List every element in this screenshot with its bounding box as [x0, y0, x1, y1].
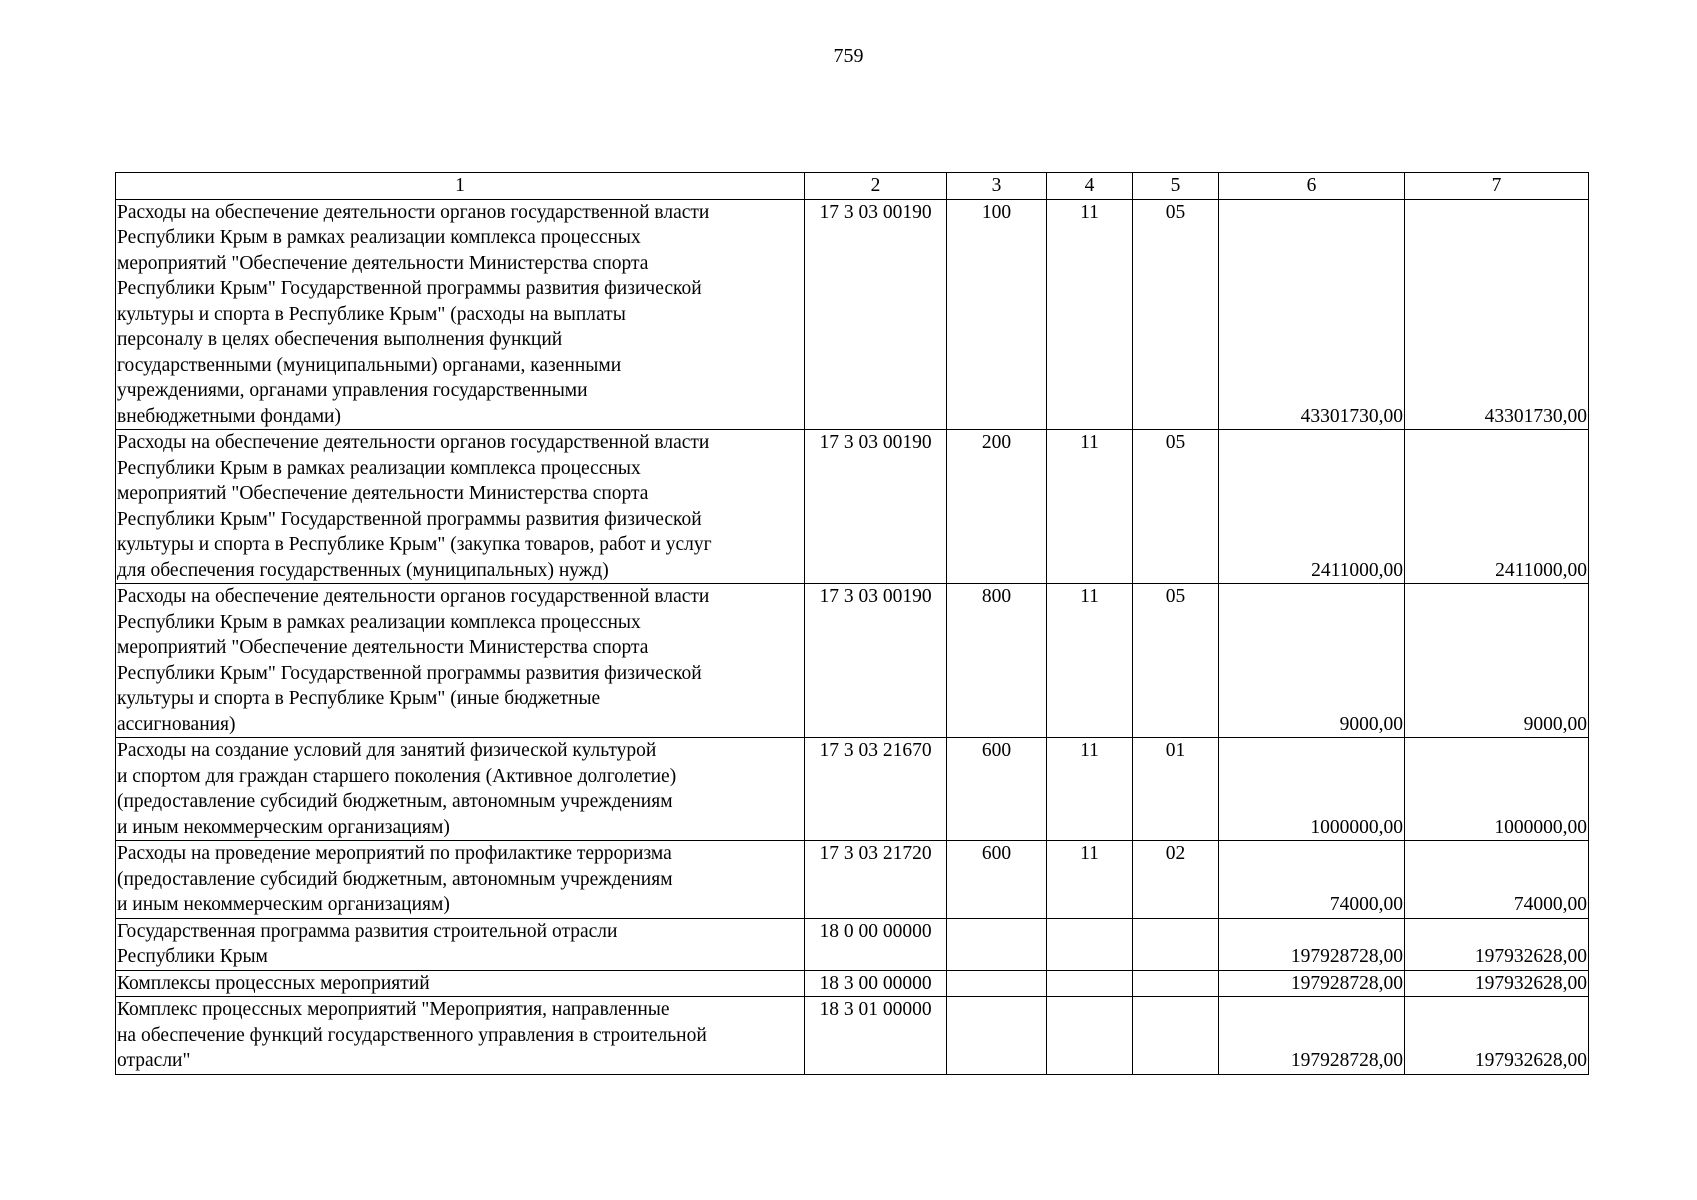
table-row — [116, 918, 1589, 970]
row-section: 11 — [1047, 199, 1133, 430]
header-cell-7: 7 — [1405, 173, 1589, 200]
row-subsection: 05 — [1133, 584, 1219, 738]
row-section — [1047, 918, 1133, 970]
row-name: Государственная программа развития строительной отрасли Республики Крым — [116, 918, 805, 970]
row-name: Расходы на обеспечение деятельности органов государственной власти Республики Крым в рамках реализации комплекса процессных мероприятий "Обеспечение деятельности Министерства спорта Республики Крым" Государственной программы развития физической культуры и спорта в Республике Крым" (закупка товаров, работ и услуг для обеспечения государственных (муниципальных) нужд) — [116, 430, 805, 584]
table-header-row — [116, 173, 1589, 200]
row-amount-2: 9000,00 — [1405, 584, 1589, 738]
header-cell-4: 4 — [1047, 173, 1133, 200]
table-row — [116, 841, 1589, 919]
row-code: 18 0 00 00000 — [805, 918, 947, 970]
header-cell-5: 5 — [1133, 173, 1219, 200]
row-amount-1: 197928728,00 — [1219, 997, 1405, 1075]
header-cell-1: 1 — [116, 173, 805, 200]
row-subsection: 05 — [1133, 199, 1219, 430]
row-code: 17 3 03 21720 — [805, 841, 947, 919]
row-amount-2: 197932628,00 — [1405, 997, 1589, 1075]
row-amount-2: 43301730,00 — [1405, 199, 1589, 430]
row-type: 100 — [947, 199, 1047, 430]
row-name: Расходы на проведение мероприятий по профилактике терроризма (предоставление субсидий бюджетным, автономным учреждениям и иным некоммерческим организациям) — [116, 841, 805, 919]
row-name: Расходы на обеспечение деятельности органов государственной власти Республики Крым в рамках реализации комплекса процессных мероприятий "Обеспечение деятельности Министерства спорта Республики Крым" Государственной программы развития физической культуры и спорта в Республике Крым" (расходы на выплаты персоналу в целях обеспечения выполнения функций государственными (муниципальными) органами, казенными учреждениями, органами управления государственными внебюджетными фондами) — [116, 199, 805, 430]
row-name: Расходы на создание условий для занятий физической культурой и спортом для граждан старшего поколения (Активное долголетие) (предоставление субсидий бюджетным, автономным учреждениям и иным некоммерческим организациям) — [116, 738, 805, 841]
row-amount-1: 197928728,00 — [1219, 918, 1405, 970]
row-section: 11 — [1047, 430, 1133, 584]
row-type: 600 — [947, 738, 1047, 841]
row-section: 11 — [1047, 738, 1133, 841]
row-amount-2: 2411000,00 — [1405, 430, 1589, 584]
header-cell-6: 6 — [1219, 173, 1405, 200]
row-subsection — [1133, 918, 1219, 970]
row-code: 18 3 01 00000 — [805, 997, 947, 1075]
row-amount-1: 1000000,00 — [1219, 738, 1405, 841]
row-section: 11 — [1047, 584, 1133, 738]
row-subsection — [1133, 997, 1219, 1075]
row-code: 17 3 03 00190 — [805, 584, 947, 738]
row-subsection: 02 — [1133, 841, 1219, 919]
row-section — [1047, 970, 1133, 997]
row-type: 800 — [947, 584, 1047, 738]
row-subsection — [1133, 970, 1219, 997]
page-number: 759 — [833, 45, 864, 67]
row-amount-2: 74000,00 — [1405, 841, 1589, 919]
table-row — [116, 584, 1589, 738]
row-section — [1047, 997, 1133, 1075]
row-subsection: 01 — [1133, 738, 1219, 841]
row-amount-1: 197928728,00 — [1219, 970, 1405, 997]
row-amount-1: 9000,00 — [1219, 584, 1405, 738]
row-type — [947, 997, 1047, 1075]
row-name: Расходы на обеспечение деятельности органов государственной власти Республики Крым в рамках реализации комплекса процессных мероприятий "Обеспечение деятельности Министерства спорта Республики Крым" Государственной программы развития физической культуры и спорта в Республике Крым" (иные бюджетные ассигнования) — [116, 584, 805, 738]
row-name: Комплекс процессных мероприятий "Мероприятия, направленные на обеспечение функций государственного управления в строительной отрасли" — [116, 997, 805, 1075]
row-type — [947, 970, 1047, 997]
row-type — [947, 918, 1047, 970]
row-amount-1: 2411000,00 — [1219, 430, 1405, 584]
row-code: 18 3 00 00000 — [805, 970, 947, 997]
table-row — [116, 970, 1589, 997]
row-type: 600 — [947, 841, 1047, 919]
row-subsection: 05 — [1133, 430, 1219, 584]
table-row — [116, 997, 1589, 1075]
header-cell-3: 3 — [947, 173, 1047, 200]
row-amount-1: 43301730,00 — [1219, 199, 1405, 430]
row-amount-2: 197932628,00 — [1405, 970, 1589, 997]
row-name: Комплексы процессных мероприятий — [116, 970, 805, 997]
row-amount-2: 197932628,00 — [1405, 918, 1589, 970]
row-section: 11 — [1047, 841, 1133, 919]
row-amount-1: 74000,00 — [1219, 841, 1405, 919]
header-cell-2: 2 — [805, 173, 947, 200]
table-row — [116, 430, 1589, 584]
row-type: 200 — [947, 430, 1047, 584]
row-code: 17 3 03 00190 — [805, 430, 947, 584]
row-code: 17 3 03 21670 — [805, 738, 947, 841]
table-row — [116, 199, 1589, 430]
budget-table — [115, 172, 1589, 1075]
row-code: 17 3 03 00190 — [805, 199, 947, 430]
row-amount-2: 1000000,00 — [1405, 738, 1589, 841]
table-row — [116, 738, 1589, 841]
